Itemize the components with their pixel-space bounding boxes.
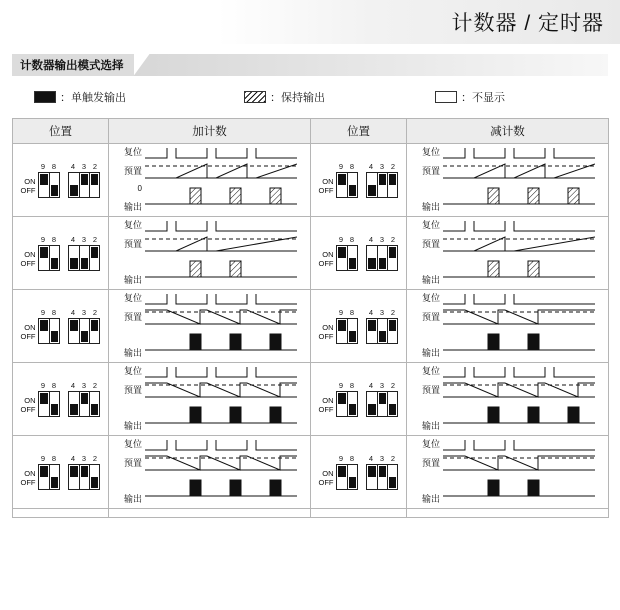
output-pulse: [190, 334, 201, 350]
dip-num: 9: [338, 308, 344, 317]
table-row: [13, 217, 609, 290]
dip-switch[interactable]: [49, 173, 59, 197]
waveform-labels: [109, 221, 145, 285]
dip-num: 3: [81, 381, 87, 390]
dip-num: 8: [349, 308, 355, 317]
dip-num: 9: [338, 381, 344, 390]
dip-switch[interactable]: [69, 246, 79, 270]
waveform-down-1: [443, 221, 595, 285]
dip-num: 2: [390, 308, 396, 317]
waveform-cell-down-2: [407, 290, 608, 362]
dip-num: 4: [368, 162, 374, 171]
waveform-cell-up-1: [109, 217, 310, 289]
dip-switch[interactable]: [79, 392, 89, 416]
cell-partial: [109, 509, 311, 518]
dip-switch[interactable]: [49, 319, 59, 343]
mode-selection-table: [12, 118, 609, 518]
dip-switch[interactable]: [377, 246, 387, 270]
dip-num: 2: [92, 308, 98, 317]
output-pulse: [488, 480, 499, 496]
dip-switch[interactable]: [377, 465, 387, 489]
cell-position-right[interactable]: [311, 363, 407, 436]
cell-position-left[interactable]: [13, 290, 109, 363]
dip-switch[interactable]: [377, 173, 387, 197]
output-pulse: [270, 334, 281, 350]
waveform-cell-down-4: [407, 436, 608, 508]
label-output: 输出: [421, 274, 440, 285]
dip-num: 4: [70, 308, 76, 317]
dip-label-on: ON: [24, 323, 36, 332]
legend: [12, 84, 608, 110]
dip-switch[interactable]: [347, 465, 357, 489]
dip-num: 8: [51, 381, 57, 390]
dip-num: 8: [51, 162, 57, 171]
dip-switch[interactable]: [387, 246, 397, 270]
cell-position-right[interactable]: [311, 217, 407, 290]
column-header-position-right: 位置: [311, 119, 407, 144]
dip-switch[interactable]: [39, 319, 49, 343]
table-row-partial: [13, 509, 609, 518]
column-header-count-up: 加计数: [109, 119, 311, 144]
waveform-cell-up-3: [109, 363, 310, 435]
waveform-up-0: [145, 148, 297, 212]
dip-bank-left[interactable]: [38, 318, 60, 344]
dip-num: 9: [338, 454, 344, 463]
dip-switch-group-left-1[interactable]: [13, 229, 108, 277]
waveform-down-0: [443, 148, 595, 212]
dip-switch[interactable]: [39, 173, 49, 197]
dip-num: 3: [379, 381, 385, 390]
label-preset: 预置: [123, 311, 142, 322]
dip-switch[interactable]: [39, 392, 49, 416]
legend-item-single-shot: [34, 89, 126, 105]
dip-bank-right[interactable]: [366, 245, 398, 271]
dip-num: 9: [40, 308, 46, 317]
output-pulse: [270, 188, 281, 204]
dip-num: 9: [40, 235, 46, 244]
dip-num: 9: [40, 454, 46, 463]
dip-switch-group-left-2[interactable]: [13, 302, 108, 350]
dip-switch[interactable]: [79, 173, 89, 197]
dip-switch-group-right-3[interactable]: [311, 375, 406, 423]
waveform-up-4: [145, 440, 297, 504]
dip-switch[interactable]: [49, 392, 59, 416]
dip-bank-right[interactable]: [68, 464, 100, 490]
dip-num: 9: [338, 162, 344, 171]
dip-num: 9: [40, 162, 46, 171]
dip-switch[interactable]: [89, 392, 99, 416]
table-row: [13, 436, 609, 509]
dip-num: 4: [368, 235, 374, 244]
dip-switch[interactable]: [337, 465, 347, 489]
dip-bank-left[interactable]: [38, 245, 60, 271]
label-reset: 复位: [421, 147, 440, 157]
dip-switch[interactable]: [367, 319, 377, 343]
dip-switch[interactable]: [89, 465, 99, 489]
column-header-count-down: 减计数: [407, 119, 609, 144]
dip-switch-group-right-4[interactable]: [311, 448, 406, 496]
dip-num: 2: [390, 454, 396, 463]
waveform-labels: [407, 294, 443, 358]
label-reset: 复位: [421, 293, 440, 303]
dip-onoff-labels: [21, 177, 36, 198]
label-preset: 预置: [421, 457, 440, 468]
dip-label-on: ON: [24, 469, 36, 478]
waveform-labels: [407, 367, 443, 431]
dip-label-off: OFF: [318, 186, 334, 195]
label-preset: 预置: [421, 238, 440, 249]
legend-label-hold: ：保持输出: [270, 92, 325, 104]
output-pulse: [488, 334, 499, 350]
dip-label-on: ON: [322, 250, 334, 259]
cell-waveform-count-up: [109, 436, 311, 509]
label-reset: 复位: [123, 366, 142, 376]
dip-switch[interactable]: [79, 246, 89, 270]
legend-swatch-hatch-icon: [244, 91, 266, 103]
dip-label-off: OFF: [318, 332, 334, 341]
waveform-labels: [109, 294, 145, 358]
dip-onoff-labels: [319, 250, 334, 271]
dip-switch[interactable]: [49, 465, 59, 489]
waveform-cell-down-3: [407, 363, 608, 435]
dip-num: 2: [390, 162, 396, 171]
label-reset: 复位: [421, 220, 440, 230]
output-pulse: [528, 334, 539, 350]
dip-num: 9: [338, 235, 344, 244]
dip-onoff-labels: [319, 396, 334, 417]
waveform-labels: [109, 367, 145, 431]
legend-item-hidden: [435, 89, 505, 105]
dip-switch[interactable]: [387, 319, 397, 343]
dip-num: 2: [92, 235, 98, 244]
dip-switch[interactable]: [387, 392, 397, 416]
section-title: 计数器输出模式选择: [12, 54, 134, 76]
label-output: 输出: [421, 201, 440, 212]
dip-switch-group-right-0[interactable]: [311, 156, 406, 204]
dip-bank-right[interactable]: [68, 391, 100, 417]
dip-onoff-labels: [319, 323, 334, 344]
dip-label-on: ON: [24, 396, 36, 405]
label-reset: 复位: [421, 439, 440, 449]
dip-switch-group-left-3[interactable]: [13, 375, 108, 423]
output-pulse: [568, 188, 579, 204]
waveform-down-4: [443, 440, 595, 504]
dip-bank-left[interactable]: [336, 172, 358, 198]
dip-num: 3: [379, 235, 385, 244]
dip-bank-left[interactable]: [336, 245, 358, 271]
output-pulse: [230, 334, 241, 350]
cell-waveform-count-down: [407, 144, 609, 217]
dip-switch[interactable]: [79, 465, 89, 489]
page-title: 计数器 / 定时器: [451, 12, 604, 35]
dip-num: 3: [379, 308, 385, 317]
dip-bank-right[interactable]: [366, 464, 398, 490]
output-pulse: [270, 407, 281, 423]
output-pulse: [270, 480, 281, 496]
dip-num: 8: [349, 235, 355, 244]
dip-label-off: OFF: [318, 259, 334, 268]
dip-num: 3: [379, 162, 385, 171]
dip-onoff-labels: [319, 469, 334, 490]
cell-position-right[interactable]: [311, 290, 407, 363]
dip-num: 4: [70, 162, 76, 171]
waveform-up-2: [145, 294, 297, 358]
label-reset: 复位: [123, 293, 142, 303]
output-pulse: [568, 407, 579, 423]
section-bar-tail: [134, 54, 609, 76]
dip-num: 4: [70, 381, 76, 390]
dip-label-off: OFF: [20, 332, 36, 341]
dip-switch[interactable]: [337, 173, 347, 197]
dip-switch[interactable]: [387, 465, 397, 489]
cell-position-left[interactable]: [13, 436, 109, 509]
label-output: 输出: [421, 420, 440, 431]
dip-switch[interactable]: [69, 173, 79, 197]
waveform-cell-down-1: [407, 217, 608, 289]
output-pulse: [528, 480, 539, 496]
label-preset: 预置: [123, 238, 142, 249]
output-pulse: [190, 188, 201, 204]
dip-switch[interactable]: [337, 319, 347, 343]
label-output: 输出: [123, 347, 142, 358]
label-output: 输出: [123, 274, 142, 285]
label-reset: 复位: [123, 439, 142, 449]
label-reset: 复位: [123, 147, 142, 157]
cell-position-left[interactable]: [13, 363, 109, 436]
dip-onoff-labels: [21, 323, 36, 344]
waveform-cell-up-4: [109, 436, 310, 508]
waveform-labels: [407, 148, 443, 212]
dip-switch[interactable]: [69, 319, 79, 343]
dip-switch[interactable]: [377, 392, 387, 416]
dip-num: 3: [81, 235, 87, 244]
cell-waveform-count-down: [407, 436, 609, 509]
cell-waveform-count-down: [407, 363, 609, 436]
dip-bank-right[interactable]: [366, 318, 398, 344]
dip-switch-group-left-4[interactable]: [13, 448, 108, 496]
dip-label-off: OFF: [20, 405, 36, 414]
label-preset: 预置: [123, 457, 142, 468]
legend-swatch-blank-icon: [435, 91, 457, 103]
legend-label-hidden: ：不显示: [461, 92, 505, 104]
dip-switch[interactable]: [39, 465, 49, 489]
waveform-up-1: [145, 221, 297, 285]
output-pulse: [488, 188, 499, 204]
output-pulse: [190, 261, 201, 277]
dip-num: 2: [390, 235, 396, 244]
dip-label-on: ON: [322, 177, 334, 186]
dip-num: 3: [81, 454, 87, 463]
cell-partial: [407, 509, 609, 518]
cell-waveform-count-down: [407, 290, 609, 363]
dip-num: 8: [51, 235, 57, 244]
dip-bank-right[interactable]: [68, 318, 100, 344]
dip-switch[interactable]: [79, 319, 89, 343]
cell-position-left[interactable]: [13, 144, 109, 217]
dip-onoff-labels: [21, 469, 36, 490]
label-preset: 预置: [123, 165, 142, 176]
cell-position-left[interactable]: [13, 217, 109, 290]
dip-num: 2: [92, 454, 98, 463]
column-header-position-left: 位置: [13, 119, 109, 144]
output-pulse: [230, 480, 241, 496]
dip-num: 4: [368, 381, 374, 390]
label-output: 输出: [421, 493, 440, 504]
dip-switch-group-right-1[interactable]: [311, 229, 406, 277]
output-pulse: [230, 407, 241, 423]
dip-num: 8: [349, 381, 355, 390]
dip-bank-left[interactable]: [38, 172, 60, 198]
dip-num: 3: [379, 454, 385, 463]
waveform-labels: [109, 440, 145, 504]
table-header-row: [13, 119, 609, 144]
dip-bank-right[interactable]: [68, 245, 100, 271]
label-preset: 预置: [421, 311, 440, 322]
cell-waveform-count-down: [407, 217, 609, 290]
dip-switch[interactable]: [367, 465, 377, 489]
dip-num: 2: [92, 381, 98, 390]
cell-waveform-count-up: [109, 217, 311, 290]
output-pulse: [190, 480, 201, 496]
legend-label-single-shot: ：单触发输出: [60, 92, 126, 104]
dip-switch[interactable]: [347, 246, 357, 270]
waveform-labels: [407, 221, 443, 285]
output-pulse: [230, 188, 241, 204]
dip-switch-group-right-2[interactable]: [311, 302, 406, 350]
dip-switch[interactable]: [337, 246, 347, 270]
label-reset: 复位: [123, 220, 142, 230]
dip-bank-left[interactable]: [336, 391, 358, 417]
label-preset: 预置: [123, 384, 142, 395]
dip-bank-right[interactable]: [366, 391, 398, 417]
dip-num: 3: [81, 308, 87, 317]
dip-switch[interactable]: [367, 392, 377, 416]
waveform-up-3: [145, 367, 297, 431]
page-header: [0, 0, 620, 44]
dip-label-on: ON: [322, 396, 334, 405]
output-pulse: [230, 261, 241, 277]
waveform-cell-up-0: [109, 144, 310, 216]
label-output: 输出: [421, 347, 440, 358]
dip-bank-right[interactable]: [366, 172, 398, 198]
dip-label-on: ON: [322, 469, 334, 478]
dip-label-off: OFF: [318, 405, 334, 414]
legend-swatch-solid-icon: [34, 91, 56, 103]
dip-num: 4: [70, 235, 76, 244]
table-row: [13, 144, 609, 217]
dip-switch[interactable]: [347, 173, 357, 197]
output-pulse: [488, 261, 499, 277]
waveform-down-2: [443, 294, 595, 358]
waveform-labels: [407, 440, 443, 504]
dip-switch[interactable]: [69, 392, 79, 416]
dip-switch[interactable]: [337, 392, 347, 416]
dip-onoff-labels: [21, 250, 36, 271]
output-pulse: [190, 407, 201, 423]
dip-label-on: ON: [322, 323, 334, 332]
dip-bank-left[interactable]: [38, 391, 60, 417]
output-pulse: [488, 407, 499, 423]
cell-position-right[interactable]: [311, 144, 407, 217]
dip-switch[interactable]: [367, 246, 377, 270]
dip-switch[interactable]: [347, 319, 357, 343]
label-preset: 预置: [421, 165, 440, 176]
dip-label-on: ON: [24, 250, 36, 259]
dip-label-off: OFF: [20, 478, 36, 487]
label-preset: 预置: [421, 384, 440, 395]
dip-num: 8: [349, 162, 355, 171]
waveform-labels: 复位 预置 0 输出: [109, 148, 145, 212]
dip-num: 9: [40, 381, 46, 390]
dip-switch[interactable]: [89, 319, 99, 343]
table-row: [13, 363, 609, 436]
dip-switch-group-left-0[interactable]: [13, 156, 108, 204]
dip-bank-left[interactable]: [38, 464, 60, 490]
dip-bank-left[interactable]: [336, 318, 358, 344]
waveform-down-3: [443, 367, 595, 431]
cell-partial: [13, 509, 109, 518]
label-output: 输出: [123, 420, 142, 431]
dip-bank-right[interactable]: [68, 172, 100, 198]
dip-switch[interactable]: [377, 319, 387, 343]
label-output: 输出: [123, 201, 142, 212]
dip-num: 4: [368, 308, 374, 317]
dip-switch[interactable]: [49, 246, 59, 270]
dip-switch[interactable]: [347, 392, 357, 416]
dip-onoff-labels: [21, 396, 36, 417]
label-reset: 复位: [421, 366, 440, 376]
output-pulse: [528, 188, 539, 204]
dip-num: 8: [51, 454, 57, 463]
dip-label-off: OFF: [318, 478, 334, 487]
table-row: [13, 290, 609, 363]
dip-label-off: OFF: [20, 259, 36, 268]
dip-num: 2: [390, 381, 396, 390]
dip-switch[interactable]: [39, 246, 49, 270]
dip-label-off: OFF: [20, 186, 36, 195]
output-pulse: [528, 407, 539, 423]
dip-switch[interactable]: [69, 465, 79, 489]
dip-num: 4: [70, 454, 76, 463]
dip-switch[interactable]: [89, 173, 99, 197]
cell-waveform-count-up: [109, 290, 311, 363]
dip-bank-left[interactable]: [336, 464, 358, 490]
dip-num: 2: [92, 162, 98, 171]
dip-num: 8: [51, 308, 57, 317]
label-output: 输出: [123, 493, 142, 504]
dip-onoff-labels: [319, 177, 334, 198]
dip-num: 3: [81, 162, 87, 171]
dip-switch[interactable]: [367, 173, 377, 197]
cell-position-right[interactable]: [311, 436, 407, 509]
dip-switch[interactable]: [387, 173, 397, 197]
cell-waveform-count-up: [109, 144, 311, 217]
legend-item-hold: [244, 89, 325, 105]
dip-label-on: ON: [24, 177, 36, 186]
output-pulse: [528, 261, 539, 277]
cell-partial: [311, 509, 407, 518]
waveform-cell-down-0: [407, 144, 608, 216]
cell-waveform-count-up: [109, 363, 311, 436]
dip-switch[interactable]: [89, 246, 99, 270]
dip-num: 4: [368, 454, 374, 463]
waveform-cell-up-2: [109, 290, 310, 362]
section-bar: [12, 54, 608, 76]
dip-num: 8: [349, 454, 355, 463]
